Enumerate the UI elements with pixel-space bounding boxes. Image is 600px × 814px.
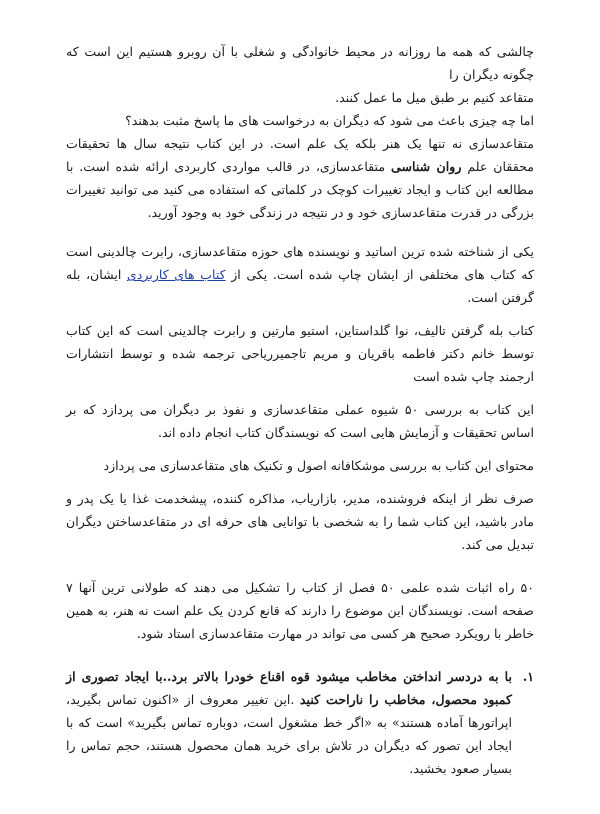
intro-line-1: چالشی که همه ما روزانه در محیط خانوادگی و شغلی با آن روبرو هستیم این است که چگونه دیگران را — [66, 44, 534, 82]
intro-text-a: متقاعدسازی نه تنها یک هنر بلکه یک علم است. در این کتاب نتیجه سال ها تحقیقات محققان علم — [66, 136, 534, 174]
list-item-body — [66, 665, 512, 780]
list-item-text: .این تغییر معروف از «اکنون تماس بگیرید، اپراتورها آماده هستند» به «اگر خط مشغول است، دوباره تماس بگیرید» است که با ایجاد این تصور که دیگران در تلاش برای خرید همان محصول هستند، حجم تماس را بسیار صعود بخشید. — [66, 692, 512, 776]
paragraph-author — [66, 240, 534, 309]
list-number: ۱. — [522, 669, 534, 684]
author-text-a: یکی از شناخته شده ترین اساتید و نویسنده های حوزه متقاعدسازی، رابرت چالدینی است که کتاب های مختلفی از ایشان چاپ شده است. یکی از — [66, 244, 534, 282]
intro-line-2: متقاعد کنیم بر طبق میل ما عمل کنند. — [335, 90, 534, 105]
paragraph-chapters: ۵۰ راه اثبات شده علمی ۵۰ فصل از کتاب را تشکیل می دهند که طولانی ترین آنها ۷ صفحه است. نویسندگان این موضوع را دارند که قانع کردن یک علم است نه هنر، به همین خاطر با رویکرد صحیح هر کسی می تواند در مهارت متقاعدسازی استاد شود. — [66, 580, 534, 641]
intro-question: اما چه چیزی باعث می شود که دیگران به درخواست های ما پاسخ مثبت بدهند؟ — [125, 113, 534, 128]
paragraph-fifty-methods: این کتاب به بررسی ۵۰ شیوه عملی متقاعدسازی و نفوذ بر دیگران می پردازد که بر اساس تحقیقات و آزمایش هایی است که نویسندگان کتاب انجام داده اند. — [66, 402, 534, 440]
paragraph-audience: صرف نظر از اینکه فروشنده، مدیر، بازاریاب، مذاکره کننده، پیشخدمت غذا یا یک پدر و مادر باشید، این کتاب شما را به شخصی با توانایی های حرفه ای در متقاعدساختن دیگران تبدیل می کند. — [66, 491, 534, 552]
list-item-bold-title: با به دردسر انداختن مخاطب میشود قوه اقناع خودرا بالاتر برد..با ایجاد تصوری از کمبود محصول، مخاطب را ناراحت کنید — [66, 669, 513, 707]
practical-books-link[interactable]: کتاب های کاربردی — [126, 267, 226, 282]
paragraph-translation: کتاب بله گرفتن تالیف، نوا گلداستاین، استیو مارتین و رابرت چالدینی است که این کتاب توسط خانم دکتر فاطمه باقریان و مریم تاجمیرریاحی ترجمه شده و توسط انتشارات ارجمند چاپ شده است — [66, 323, 534, 384]
author-text-b: ایشان، بله گرفتن است. — [66, 267, 534, 305]
intro-text-b: متقاعدسازی، در قالب مواردی کاربردی ارائه شده است. با مطالعه این کتاب و ایجاد تغییرات کوچک در کلماتی که استفاده می کنید می توانید تغییرات بزرگی در قدرت متقاعدسازی خود و در نتیجه در زندگی خود به وجود آورید. — [66, 159, 534, 220]
numbered-list-item-1 — [66, 665, 534, 780]
intro-bold-psychology: روان شناسی — [391, 159, 462, 174]
paragraph-content: محتوای این کتاب به بررسی موشکافانه اصول و تکنیک های متقاعدسازی می پردازد — [103, 458, 534, 473]
paragraph-intro — [66, 40, 534, 224]
